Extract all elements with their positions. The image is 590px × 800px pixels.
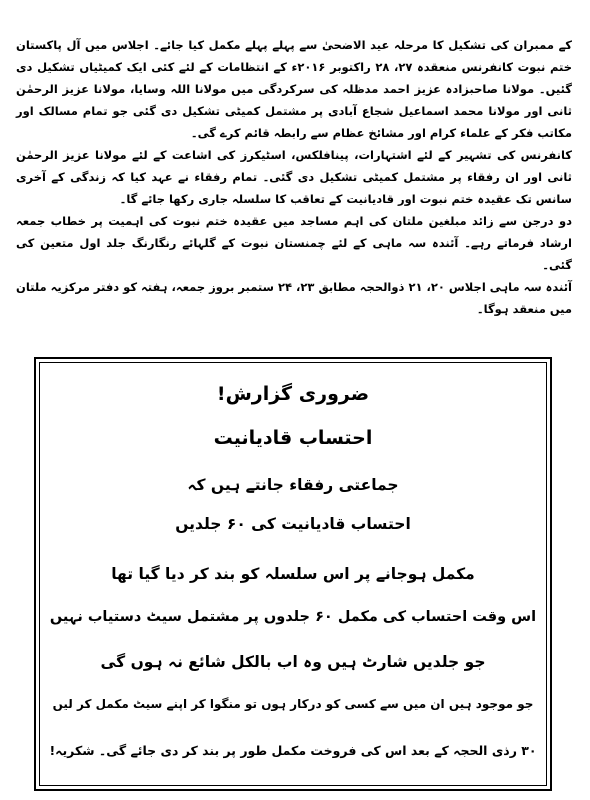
notice-heading: ضروری گزارش! — [216, 383, 370, 405]
body-text — [16, 34, 572, 320]
notice-line: جو جلدیں شارٹ ہیں وہ اب بالکل شائع نہ ہوں گی — [100, 653, 486, 671]
notice-box — [34, 357, 552, 791]
notice-line: احتساب قادیانیت کی ۶۰ جلدیں — [175, 515, 411, 533]
notice-line: جو موجود ہیں ان میں سے کسی کو درکار ہوں تو منگوا کر اپنے سیٹ مکمل کر لیں — [52, 697, 534, 711]
notice-title: احتساب قادیانیت — [213, 427, 373, 449]
notice-line: ۳۰ رذی الحجہ کے بعد اس کی فروخت مکمل طور پر بند کر دی جائے گی۔ شکریہ! — [49, 743, 537, 758]
paragraph-preachers: دو درجن سے زائد مبلغین ملتان کی اہم مساجد میں عقیدہ ختم نبوت کی اہمیت پر خطاب جمعہ ارشاد فرماتے رہے۔ آئندہ سہ ماہی کے لئے چمنستان نبوت کے گلہائے رنگارنگ جلد اول متعین کی گئی۔ — [16, 214, 572, 272]
paragraph-next-meeting: آئندہ سہ ماہی اجلاس ۲۰، ۲۱ ذوالحجہ مطابق ۲۳، ۲۴ ستمبر بروز جمعہ، ہفتہ کو دفتر مرکزیہ ملتان میں منعقد ہوگا۔ — [16, 280, 573, 316]
notice-line: مکمل ہوجانے پر اس سلسلہ کو بند کر دیا گیا تھا — [111, 565, 475, 583]
paragraph-publicity: کانفرنس کی تشہیر کے لئے اشتہارات، پینافلکس، اسٹیکرز کی اشاعت کے لئے مولانا عزیز الرحمٰن ثانی اور ان رفقاء پر مشتمل کمیٹی تشکیل دی گئی۔ تمام رفقاء نے عہد کیا کہ زندگی کے آخری سانس تک عقیدہ ختم نبوت اور قادیانیت کے تعاقب کا سلسلہ جاری رکھا جائے گا۔ — [16, 148, 572, 206]
notice-line: اس وقت احتساب کی مکمل ۶۰ جلدوں پر مشتمل سیٹ دستیاب نہیں — [49, 609, 537, 625]
notice-inner-border — [39, 362, 547, 786]
paragraph-committees: کے ممبران کی تشکیل کا مرحلہ عید الاضحیٰ سے پہلے پہلے مکمل کیا جائے۔ اجلاس میں آل پاکستان ختم نبوت کانفرنس منعقدہ ۲۷، ۲۸ راکتوبر ۲۰۱۶ء کے انتظامات کے لئے کئی ایک کمیٹیاں تشکیل دی گئیں۔ مولانا صاحبزادہ عزیز احمد مدظلہ کی سرکردگی میں مولانا اللہ وسایا، مولانا عزیز الرحمٰن ثانی اور مولانا محمد اسماعیل شجاع آبادی پر مشتمل کمیٹی تشکیل دی گئی جو تمام مسالک اور مکاتب فکر کے علماء کرام اور مشائخ عظام سے رابطہ قائم کرے گی۔ — [16, 38, 572, 140]
notice-line: جماعتی رفقاء جانتے ہیں کہ — [187, 476, 399, 494]
